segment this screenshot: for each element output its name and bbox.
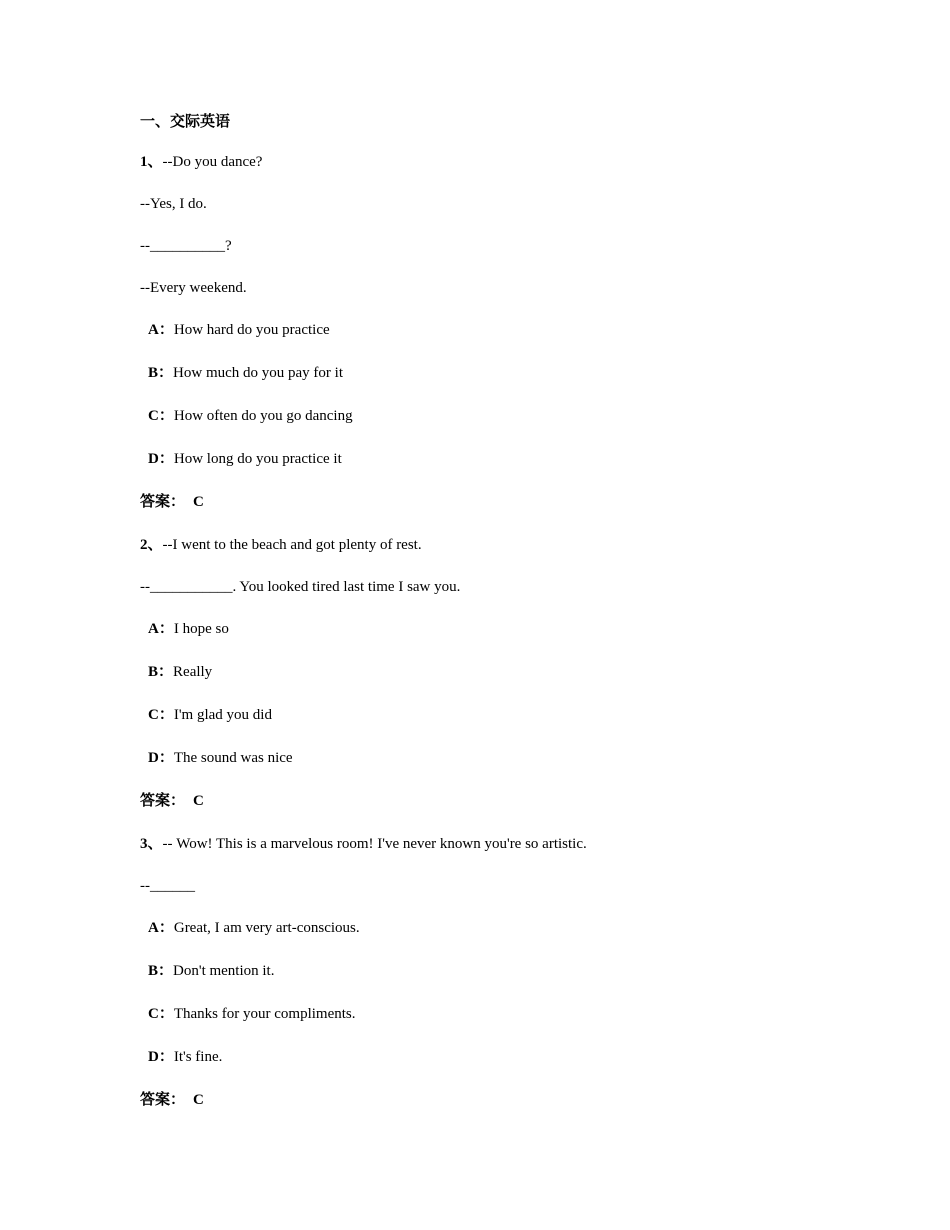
answer [140, 789, 840, 813]
option-b: B：Don't mention it. [148, 963, 275, 979]
question-1 [140, 150, 840, 514]
option-b: B：Really [148, 664, 213, 680]
option-text: I hope so [173, 621, 229, 637]
answer-label: 答案： [140, 793, 186, 809]
question-separator: 、 [147, 154, 163, 170]
option-c: C：How often do you go dancing [148, 408, 353, 424]
option-letter: B [148, 664, 159, 680]
option-a: A：I hope so [148, 621, 229, 637]
question-number: 2 [140, 537, 148, 553]
option-text: It's fine. [173, 1049, 223, 1065]
answer [140, 490, 840, 514]
dialogue-line: --Every weekend. [140, 280, 247, 296]
option-letter: C [148, 408, 159, 424]
option-a: A：Great, I am very art-conscious. [148, 920, 360, 936]
option-letter: A [148, 920, 159, 936]
option-d: D：The sound was nice [148, 750, 293, 766]
option-letter: D [148, 1049, 159, 1065]
option-letter: C [148, 707, 159, 723]
question-text: -- Wow! This is a marvelous room! I've never known you're so artistic. [162, 836, 587, 852]
option-text: Really [173, 664, 213, 680]
answer-value: C [193, 1092, 204, 1108]
option-letter: D [148, 750, 159, 766]
option-text: How hard do you practice [173, 322, 330, 338]
question-text: --I went to the beach and got plenty of rest. [162, 537, 422, 553]
option-text: The sound was nice [173, 750, 293, 766]
answer-value: C [193, 793, 204, 809]
option-text: How much do you pay for it [173, 365, 344, 381]
dialogue-line: --__________? [140, 238, 232, 254]
question-stem [140, 533, 840, 557]
option-c: C：Thanks for your compliments. [148, 1006, 356, 1022]
option-b: B：How much do you pay for it [148, 365, 344, 381]
dialogue-line: --Yes, I do. [140, 196, 207, 212]
dialogue-line: --___________. You looked tired last time I saw you. [140, 579, 461, 595]
option-text: Great, I am very art-conscious. [173, 920, 360, 936]
question-3 [140, 832, 840, 1112]
option-text: How often do you go dancing [173, 408, 353, 424]
option-text: How long do you practice it [173, 451, 342, 467]
question-stem [140, 832, 840, 856]
option-text: Thanks for your compliments. [173, 1006, 356, 1022]
option-d: D：How long do you practice it [148, 451, 342, 467]
option-letter: C [148, 1006, 159, 1022]
document-page [140, 110, 840, 1131]
option-d: D：It's fine. [148, 1049, 223, 1065]
option-letter: B [148, 365, 159, 381]
section-title: 一、交际英语 [140, 114, 231, 130]
question-stem [140, 150, 840, 174]
dialogue-line: --______ [140, 878, 195, 894]
question-separator: 、 [147, 537, 163, 553]
option-letter: D [148, 451, 159, 467]
option-letter: B [148, 963, 159, 979]
question-separator: 、 [147, 836, 163, 852]
answer [140, 1088, 840, 1112]
option-c: C：I'm glad you did [148, 707, 272, 723]
option-letter: A [148, 322, 159, 338]
question-2 [140, 533, 840, 813]
answer-label: 答案： [140, 494, 186, 510]
answer-value: C [193, 494, 204, 510]
answer-label: 答案： [140, 1092, 186, 1108]
option-text: Don't mention it. [173, 963, 275, 979]
option-a: A：How hard do you practice [148, 322, 330, 338]
option-letter: A [148, 621, 159, 637]
option-text: I'm glad you did [173, 707, 272, 723]
question-number: 3 [140, 836, 148, 852]
question-text: --Do you dance? [162, 154, 263, 170]
question-number: 1 [140, 154, 148, 170]
